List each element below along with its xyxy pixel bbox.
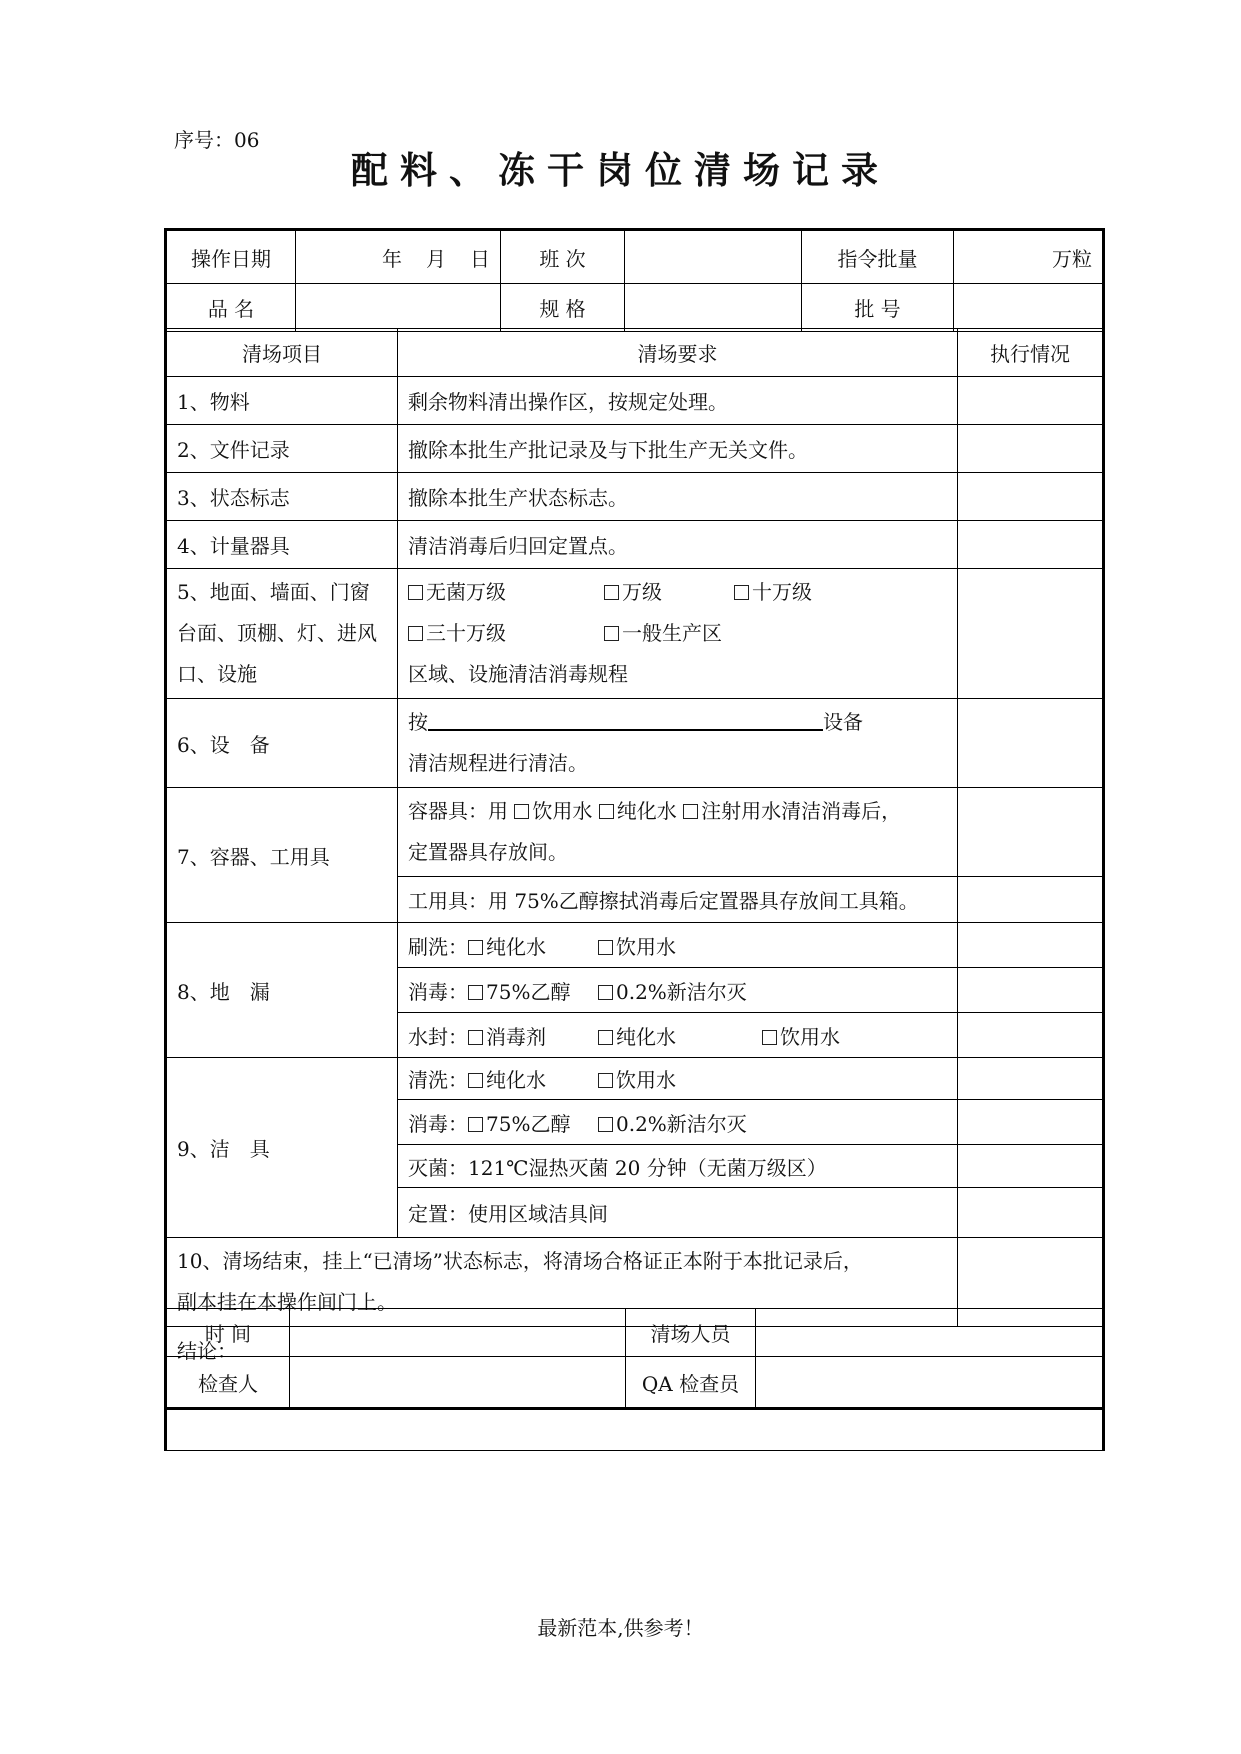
status-cell[interactable] (958, 425, 1104, 473)
status-cell[interactable] (958, 1100, 1104, 1145)
time-field[interactable] (290, 1309, 626, 1357)
item-requirement: 消毒： 75%乙醇 0.2%新洁尔灭 (398, 968, 958, 1013)
item-requirement: 10、清场结束，挂上“已清场”状态标志，将清场合格证正本附于本批记录后， 副本挂在本操作间门上。 (166, 1238, 958, 1327)
qa-label: QA 检查员 (626, 1357, 756, 1409)
time-label: 时 间 (166, 1309, 290, 1357)
status-cell[interactable] (958, 473, 1104, 521)
table-row (166, 699, 1104, 788)
item-label: 8、地 漏 (166, 923, 398, 1058)
checkbox[interactable] (408, 585, 423, 600)
checkbox[interactable] (734, 585, 749, 600)
product-field[interactable] (296, 284, 501, 332)
checkbox[interactable] (604, 626, 619, 641)
shift-field[interactable] (625, 230, 802, 284)
item-requirement: 清洗： 纯化水 饮用水 (398, 1058, 958, 1100)
cleaner-field[interactable] (756, 1309, 1104, 1357)
status-cell[interactable] (958, 569, 1104, 699)
checkbox[interactable] (514, 804, 529, 819)
table-row (166, 473, 1104, 521)
item-label: 5、地面、墙面、门窗 台面、顶棚、灯、进风 口、设施 (166, 569, 398, 699)
table-row (166, 425, 1104, 473)
checkbox[interactable] (762, 1030, 777, 1045)
item-label: 2、文件记录 (166, 425, 398, 473)
item-requirement: 消毒： 75%乙醇 0.2%新洁尔灭 (398, 1100, 958, 1145)
column-header-item: 清场项目 (166, 329, 398, 377)
item-requirement: 无菌万级 万级 十万级 三十万级 一般生产区 区域、设施清洁消毒规程 (398, 569, 958, 699)
checkbox[interactable] (598, 940, 613, 955)
item-requirement: 撤除本批生产状态标志。 (398, 473, 958, 521)
equipment-name-blank[interactable] (428, 709, 823, 731)
conclusion-label: 结论： (177, 1339, 237, 1363)
status-cell[interactable] (958, 923, 1104, 968)
checkbox[interactable] (468, 1073, 483, 1088)
product-label: 品 名 (166, 284, 296, 332)
item-requirement: 容器具：用 饮用水 纯化水 注射用水清洁消毒后， 定置器具存放间。 (398, 788, 958, 877)
checkbox[interactable] (468, 940, 483, 955)
item-label: 1、物料 (166, 377, 398, 425)
month-label: 月 (426, 246, 446, 271)
spec-field[interactable] (625, 284, 802, 332)
status-cell[interactable] (958, 1058, 1104, 1100)
table-row (166, 377, 1104, 425)
status-cell[interactable] (958, 699, 1104, 788)
header-table (164, 228, 1105, 332)
status-cell[interactable] (958, 968, 1104, 1013)
lot-label: 批 号 (802, 284, 954, 332)
checkbox[interactable] (468, 1117, 483, 1132)
page-title: 配料、冻干岗位清场记录 (351, 149, 890, 192)
table-row (166, 923, 1104, 968)
checkbox[interactable] (598, 1117, 613, 1132)
checkbox[interactable] (468, 985, 483, 1000)
cleaner-label: 清场人员 (626, 1309, 756, 1357)
status-cell[interactable] (958, 1013, 1104, 1058)
item-requirement: 灭菌：121℃湿热灭菌 20 分钟（无菌万级区） (398, 1145, 958, 1188)
signature-table (164, 1308, 1105, 1410)
checkbox[interactable] (408, 626, 423, 641)
table-row (166, 1058, 1104, 1100)
item-label: 3、状态标志 (166, 473, 398, 521)
table-row (166, 569, 1104, 699)
cleaning-items-table (164, 328, 1105, 1451)
year-label: 年 (382, 246, 402, 271)
status-cell[interactable] (958, 521, 1104, 569)
checkbox[interactable] (468, 1030, 483, 1045)
status-cell[interactable] (958, 877, 1104, 923)
item-label: 4、计量器具 (166, 521, 398, 569)
shift-label: 班 次 (501, 230, 625, 284)
table-row (166, 521, 1104, 569)
checkbox[interactable] (599, 804, 614, 819)
item-requirement: 水封： 消毒剂 纯化水 饮用水 (398, 1013, 958, 1058)
column-header-status: 执行情况 (958, 329, 1104, 377)
status-cell[interactable] (958, 1145, 1104, 1188)
table-row (166, 788, 1104, 877)
op-date-label: 操作日期 (166, 230, 296, 284)
checkbox[interactable] (598, 1073, 613, 1088)
spec-label: 规 格 (501, 284, 625, 332)
item-requirement: 撤除本批生产批记录及与下批生产无关文件。 (398, 425, 958, 473)
item-requirement: 定置：使用区域洁具间 (398, 1188, 958, 1238)
serial-number: 序号：06 (174, 128, 260, 152)
item-requirement: 剩余物料清出操作区，按规定处理。 (398, 377, 958, 425)
batch-qty-label: 指令批量 (802, 230, 954, 284)
item-requirement: 清洁消毒后归回定置点。 (398, 521, 958, 569)
column-header-requirement: 清场要求 (398, 329, 958, 377)
batch-qty-field[interactable] (954, 230, 1104, 284)
status-cell[interactable] (958, 1188, 1104, 1238)
day-label: 日 (470, 246, 490, 271)
inspector-field[interactable] (290, 1357, 626, 1409)
checkbox[interactable] (598, 1030, 613, 1045)
item-requirement: 工用具：用 75%乙醇擦拭消毒后定置器具存放间工具箱。 (398, 877, 958, 923)
footer-note: 最新范本,供参考！ (537, 1616, 704, 1640)
inspector-label: 检查人 (166, 1357, 290, 1409)
qa-field[interactable] (756, 1357, 1104, 1409)
lot-field[interactable] (954, 284, 1104, 332)
batch-qty-unit: 万粒 (1052, 246, 1092, 271)
item-label: 7、容器、工用具 (166, 788, 398, 923)
checkbox[interactable] (683, 804, 698, 819)
op-date-field[interactable] (296, 230, 501, 284)
item-label: 6、设 备 (166, 699, 398, 788)
item-requirement: 刷洗： 纯化水 饮用水 (398, 923, 958, 968)
status-cell[interactable] (958, 377, 1104, 425)
checkbox[interactable] (604, 585, 619, 600)
status-cell[interactable] (958, 788, 1104, 877)
item-requirement: 按 设备 清洁规程进行清洁。 (398, 699, 958, 788)
item-label: 9、洁 具 (166, 1058, 398, 1238)
checkbox[interactable] (598, 985, 613, 1000)
